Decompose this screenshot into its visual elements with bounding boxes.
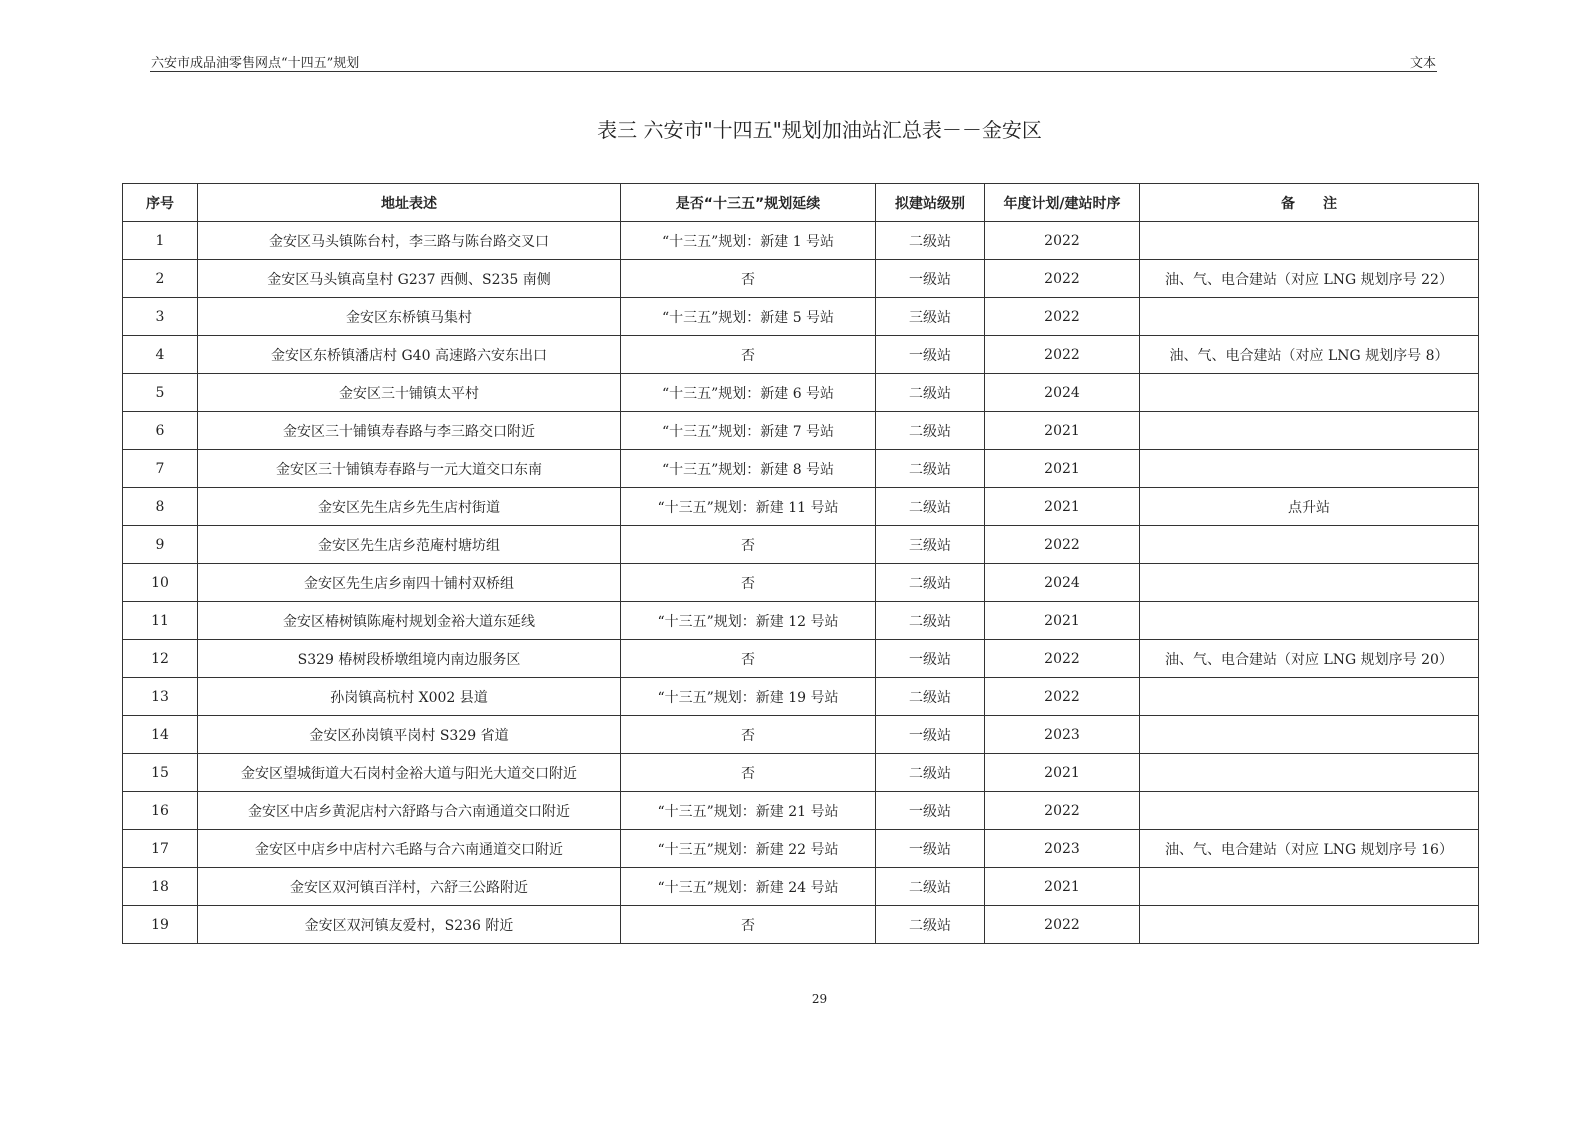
header-divider	[150, 71, 1437, 72]
cell-index: 2	[123, 260, 198, 298]
cell-schedule: 2022	[985, 906, 1140, 944]
cell-continuation: “十三五”规划：新建 19 号站	[621, 678, 876, 716]
table-row	[123, 640, 1479, 678]
cell-level: 二级站	[876, 678, 985, 716]
cell-address: 金安区马头镇陈台村，李三路与陈台路交叉口	[198, 222, 621, 260]
cell-level: 二级站	[876, 564, 985, 602]
cell-remarks: 点升站	[1140, 488, 1479, 526]
cell-index: 9	[123, 526, 198, 564]
cell-level: 二级站	[876, 222, 985, 260]
cell-continuation: 否	[621, 754, 876, 792]
cell-index: 1	[123, 222, 198, 260]
cell-schedule: 2022	[985, 260, 1140, 298]
cell-index: 3	[123, 298, 198, 336]
cell-remarks	[1140, 298, 1479, 336]
cell-address: 金安区孙岗镇平岗村 S329 省道	[198, 716, 621, 754]
cell-level: 一级站	[876, 260, 985, 298]
cell-index: 14	[123, 716, 198, 754]
cell-schedule: 2022	[985, 678, 1140, 716]
table-row	[123, 298, 1479, 336]
cell-remarks	[1140, 792, 1479, 830]
cell-level: 二级站	[876, 868, 985, 906]
cell-address: 金安区望城街道大石岗村金裕大道与阳光大道交口附近	[198, 754, 621, 792]
table-row	[123, 792, 1479, 830]
cell-remarks	[1140, 716, 1479, 754]
gas-station-summary-table	[122, 183, 1479, 944]
table-header	[123, 184, 1479, 222]
cell-index: 12	[123, 640, 198, 678]
cell-remarks: 油、气、电合建站（对应 LNG 规划序号 8）	[1140, 336, 1479, 374]
cell-schedule: 2022	[985, 298, 1140, 336]
cell-continuation: “十三五”规划：新建 6 号站	[621, 374, 876, 412]
cell-remarks	[1140, 754, 1479, 792]
table-row	[123, 716, 1479, 754]
cell-remarks	[1140, 450, 1479, 488]
cell-schedule: 2023	[985, 716, 1140, 754]
cell-continuation: 否	[621, 336, 876, 374]
cell-address: 金安区先生店乡南四十铺村双桥组	[198, 564, 621, 602]
cell-address: 金安区先生店乡范庵村塘坊组	[198, 526, 621, 564]
cell-remarks	[1140, 868, 1479, 906]
cell-schedule: 2021	[985, 488, 1140, 526]
cell-level: 二级站	[876, 754, 985, 792]
cell-continuation: “十三五”规划：新建 8 号站	[621, 450, 876, 488]
cell-remarks	[1140, 564, 1479, 602]
table-row	[123, 222, 1479, 260]
running-header-title: 六安市成品油零售网点“十四五”规划	[151, 56, 360, 71]
cell-schedule: 2021	[985, 412, 1140, 450]
table-row	[123, 564, 1479, 602]
cell-index: 6	[123, 412, 198, 450]
cell-index: 10	[123, 564, 198, 602]
table-row	[123, 260, 1479, 298]
cell-schedule: 2021	[985, 868, 1140, 906]
cell-address: 金安区双河镇友爱村，S236 附近	[198, 906, 621, 944]
table-row	[123, 488, 1479, 526]
cell-index: 15	[123, 754, 198, 792]
cell-continuation: “十三五”规划：新建 7 号站	[621, 412, 876, 450]
cell-schedule: 2022	[985, 640, 1140, 678]
col-header-continuation: 是否“十三五”规划延续	[621, 184, 876, 222]
cell-level: 二级站	[876, 450, 985, 488]
cell-level: 三级站	[876, 526, 985, 564]
cell-address: 金安区三十铺镇寿春路与一元大道交口东南	[198, 450, 621, 488]
cell-index: 18	[123, 868, 198, 906]
cell-continuation: 否	[621, 716, 876, 754]
cell-continuation: “十三五”规划：新建 12 号站	[621, 602, 876, 640]
cell-address: 金安区先生店乡先生店村街道	[198, 488, 621, 526]
cell-address: 金安区三十铺镇寿春路与李三路交口附近	[198, 412, 621, 450]
cell-continuation: “十三五”规划：新建 24 号站	[621, 868, 876, 906]
cell-continuation: 否	[621, 260, 876, 298]
cell-continuation: “十三五”规划：新建 11 号站	[621, 488, 876, 526]
cell-schedule: 2021	[985, 754, 1140, 792]
table-title: 表三 六安市"十四五"规划加油站汇总表－－金安区	[597, 118, 1042, 142]
cell-index: 19	[123, 906, 198, 944]
cell-level: 二级站	[876, 906, 985, 944]
cell-address: 孙岗镇高杭村 X002 县道	[198, 678, 621, 716]
cell-level: 二级站	[876, 374, 985, 412]
col-header-index: 序号	[123, 184, 198, 222]
cell-address: 金安区椿树镇陈庵村规划金裕大道东延线	[198, 602, 621, 640]
cell-schedule: 2023	[985, 830, 1140, 868]
cell-schedule: 2021	[985, 602, 1140, 640]
table-body	[123, 222, 1479, 944]
table-row	[123, 830, 1479, 868]
cell-level: 二级站	[876, 488, 985, 526]
table-row	[123, 678, 1479, 716]
cell-schedule: 2021	[985, 450, 1140, 488]
table-row	[123, 754, 1479, 792]
table-row	[123, 450, 1479, 488]
cell-continuation: “十三五”规划：新建 21 号站	[621, 792, 876, 830]
col-header-schedule: 年度计划/建站时序	[985, 184, 1140, 222]
cell-index: 4	[123, 336, 198, 374]
table-row	[123, 336, 1479, 374]
cell-level: 一级站	[876, 792, 985, 830]
cell-address: 金安区马头镇高皇村 G237 西侧、S235 南侧	[198, 260, 621, 298]
cell-remarks	[1140, 374, 1479, 412]
cell-address: 金安区东桥镇潘店村 G40 高速路六安东出口	[198, 336, 621, 374]
cell-continuation: “十三五”规划：新建 5 号站	[621, 298, 876, 336]
page-number: 29	[811, 992, 828, 1006]
cell-continuation: 否	[621, 906, 876, 944]
cell-index: 13	[123, 678, 198, 716]
cell-address: 金安区东桥镇马集村	[198, 298, 621, 336]
cell-continuation: “十三五”规划：新建 1 号站	[621, 222, 876, 260]
cell-remarks	[1140, 678, 1479, 716]
table-row	[123, 374, 1479, 412]
cell-index: 11	[123, 602, 198, 640]
cell-level: 三级站	[876, 298, 985, 336]
table-row	[123, 412, 1479, 450]
cell-remarks	[1140, 222, 1479, 260]
cell-level: 二级站	[876, 602, 985, 640]
cell-schedule: 2022	[985, 222, 1140, 260]
cell-level: 二级站	[876, 412, 985, 450]
col-header-remarks: 备 注	[1140, 184, 1479, 222]
table-row	[123, 602, 1479, 640]
cell-remarks	[1140, 906, 1479, 944]
cell-remarks	[1140, 602, 1479, 640]
cell-schedule: 2024	[985, 374, 1140, 412]
table-row	[123, 868, 1479, 906]
cell-continuation: 否	[621, 564, 876, 602]
cell-index: 7	[123, 450, 198, 488]
cell-schedule: 2022	[985, 792, 1140, 830]
cell-schedule: 2024	[985, 564, 1140, 602]
running-header-section: 文本	[1409, 56, 1436, 71]
cell-continuation: 否	[621, 526, 876, 564]
cell-schedule: 2022	[985, 526, 1140, 564]
cell-index: 8	[123, 488, 198, 526]
cell-schedule: 2022	[985, 336, 1140, 374]
cell-address: 金安区中店乡黄泥店村六舒路与合六南通道交口附近	[198, 792, 621, 830]
cell-level: 一级站	[876, 830, 985, 868]
cell-index: 17	[123, 830, 198, 868]
cell-address: 金安区中店乡中店村六毛路与合六南通道交口附近	[198, 830, 621, 868]
cell-index: 16	[123, 792, 198, 830]
cell-level: 一级站	[876, 716, 985, 754]
cell-address: 金安区双河镇百洋村，六舒三公路附近	[198, 868, 621, 906]
cell-address: S329 椿树段桥墩组境内南边服务区	[198, 640, 621, 678]
cell-remarks: 油、气、电合建站（对应 LNG 规划序号 16）	[1140, 830, 1479, 868]
cell-index: 5	[123, 374, 198, 412]
cell-remarks	[1140, 412, 1479, 450]
cell-remarks: 油、气、电合建站（对应 LNG 规划序号 22）	[1140, 260, 1479, 298]
header-row	[123, 184, 1479, 222]
col-header-level: 拟建站级别	[876, 184, 985, 222]
cell-continuation: “十三五”规划：新建 22 号站	[621, 830, 876, 868]
cell-continuation: 否	[621, 640, 876, 678]
table-row	[123, 906, 1479, 944]
table-row	[123, 526, 1479, 564]
cell-level: 一级站	[876, 640, 985, 678]
cell-remarks: 油、气、电合建站（对应 LNG 规划序号 20）	[1140, 640, 1479, 678]
cell-address: 金安区三十铺镇太平村	[198, 374, 621, 412]
cell-level: 一级站	[876, 336, 985, 374]
cell-remarks	[1140, 526, 1479, 564]
col-header-address: 地址表述	[198, 184, 621, 222]
